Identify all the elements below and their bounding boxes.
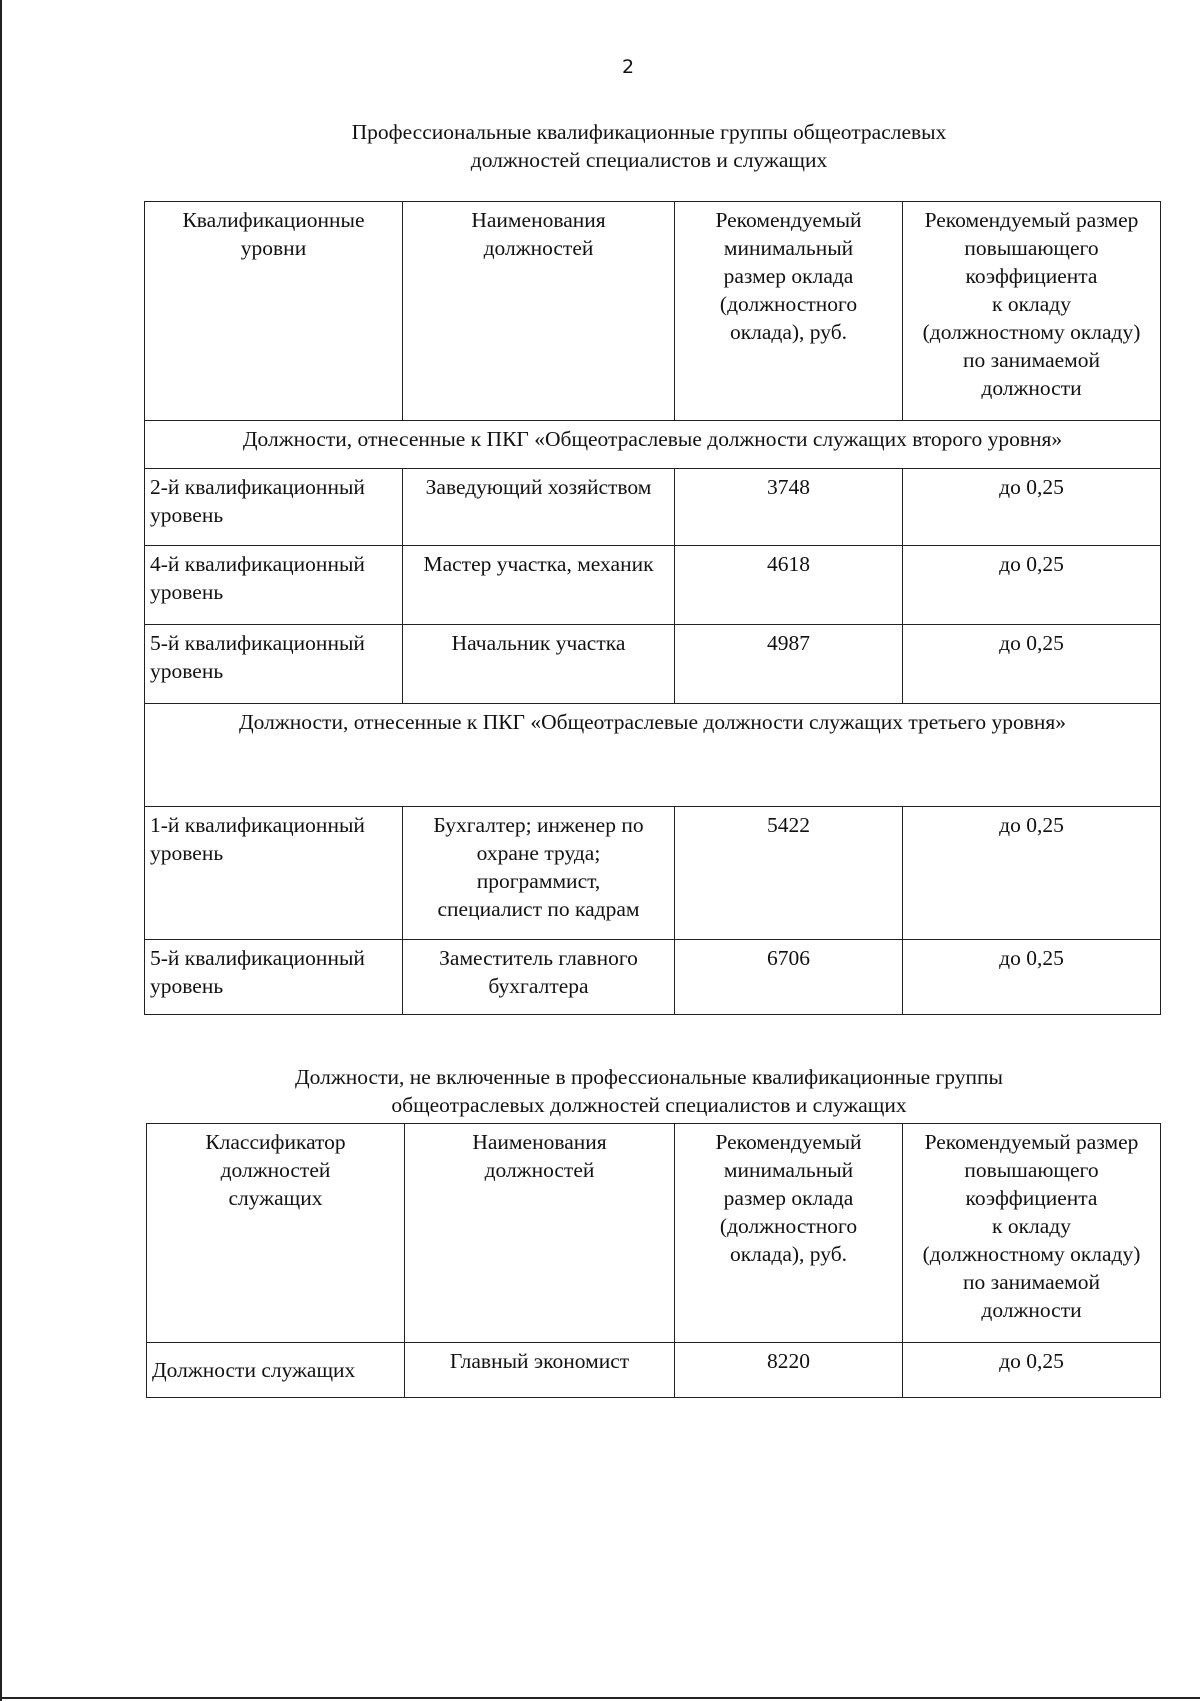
table-row [145, 807, 1161, 940]
header-classifier: Классификатор должностей служащих [147, 1124, 405, 1343]
header-positions: Наименования должностей [405, 1124, 675, 1343]
header-salary: Рекомендуемый минимальный размер оклада (должностного оклада), руб. [675, 1124, 903, 1343]
table-header-row [147, 1124, 1161, 1343]
header-coefficient: Рекомендуемый размер повышающего коэффициента к окладу (должностному окладу) по занимаемой должности [903, 1124, 1161, 1343]
cell-level: 4-й квалификационный уровень [145, 546, 403, 625]
cell-coefficient: до 0,25 [903, 546, 1161, 625]
cell-classifier: Должности служащих [147, 1343, 405, 1398]
section2-title [143, 1063, 1155, 1119]
header-coefficient: Рекомендуемый размер повышающего коэффициента к окладу (должностному окладу) по занимаемой должности [903, 202, 1161, 421]
section1-title-line: Профессиональные квалификационные группы общеотраслевых [351, 120, 947, 144]
cell-coefficient: до 0,25 [903, 469, 1161, 546]
cell-level: 5-й квалификационный уровень [145, 940, 403, 1015]
section1-title-line: должностей специалистов и служащих [470, 148, 828, 172]
table-row [145, 940, 1161, 1015]
cell-level: 2-й квалификационный уровень [145, 469, 403, 546]
group-title: Должности, отнесенные к ПКГ «Общеотраслевые должности служащих третьего уровня» [145, 704, 1161, 807]
section1-title [143, 118, 1155, 174]
table-header-row [145, 202, 1161, 421]
cell-salary: 6706 [675, 940, 903, 1015]
cell-salary: 4618 [675, 546, 903, 625]
cell-position: Бухгалтер; инженер по охране труда; программист, специалист по кадрам [403, 807, 675, 940]
cell-coefficient: до 0,25 [903, 625, 1161, 704]
page-number: 2 [621, 56, 635, 78]
cell-position: Мастер участка, механик [403, 546, 675, 625]
cell-salary: 4987 [675, 625, 903, 704]
section2-title-line: Должности, не включенные в профессиональные квалификационные группы [295, 1065, 1003, 1089]
cell-salary: 5422 [675, 807, 903, 940]
cell-position: Заместитель главного бухгалтера [403, 940, 675, 1015]
cell-salary: 3748 [675, 469, 903, 546]
header-levels: Квалификационные уровни [145, 202, 403, 421]
header-positions: Наименования должностей [403, 202, 675, 421]
group-row [145, 704, 1161, 807]
cell-level: 1-й квалификационный уровень [145, 807, 403, 940]
cell-position: Главный экономист [405, 1343, 675, 1398]
pkg-table [144, 201, 1161, 1015]
cell-coefficient: до 0,25 [903, 1343, 1161, 1398]
table-row [145, 469, 1161, 546]
cell-coefficient: до 0,25 [903, 940, 1161, 1015]
scan-edge-left [0, 0, 2, 1701]
table-row [145, 625, 1161, 704]
group-row [145, 421, 1161, 469]
cell-position: Заведующий хозяйством [403, 469, 675, 546]
cell-level: 5-й квалификационный уровень [145, 625, 403, 704]
cell-coefficient: до 0,25 [903, 807, 1161, 940]
table-row [147, 1343, 1161, 1398]
non-pkg-table [146, 1123, 1161, 1398]
cell-salary: 8220 [675, 1343, 903, 1398]
cell-position: Начальник участка [403, 625, 675, 704]
header-salary: Рекомендуемый минимальный размер оклада (должностного оклада), руб. [675, 202, 903, 421]
section2-title-line: общеотраслевых должностей специалистов и служащих [391, 1093, 907, 1117]
group-title: Должности, отнесенные к ПКГ «Общеотраслевые должности служащих второго уровня» [145, 421, 1161, 469]
scan-edge-bottom [0, 1697, 1200, 1699]
table-row [145, 546, 1161, 625]
